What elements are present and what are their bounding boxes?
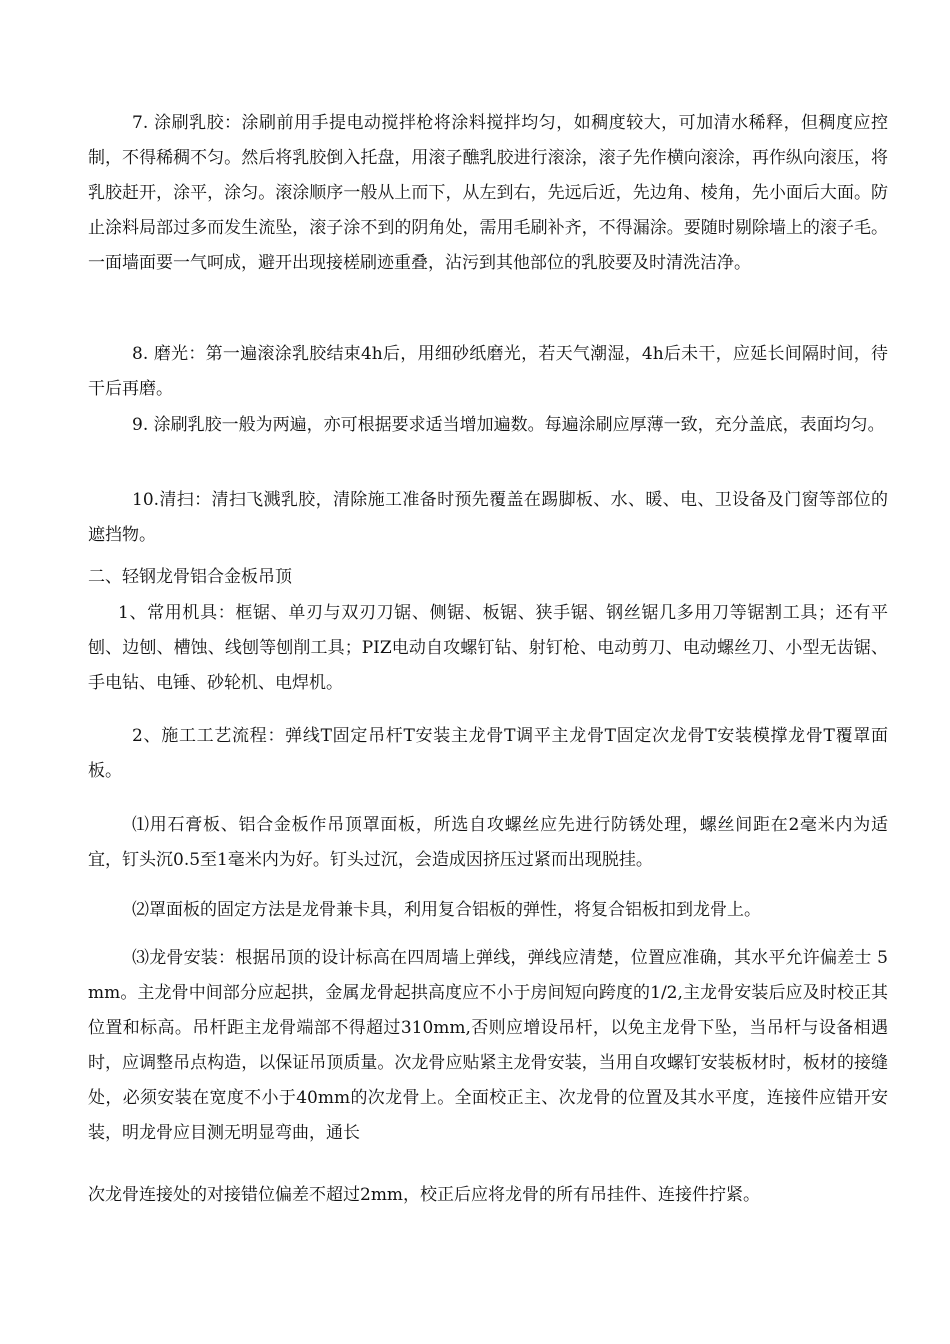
paragraph-item-2: ⑵罩面板的固定方法是龙骨兼卡具，利用复合铝板的弹性，将复合铝板扣到龙骨上。 — [132, 900, 761, 920]
paragraph-process-flow: 2、施工工艺流程：弹线T固定吊杆T安装主龙骨T调平主龙骨T固定次龙骨T安装模撑龙骨T覆罩面板。 — [88, 726, 888, 781]
paragraph-9-coats: 9. 涂刷乳胶一般为两遍，亦可根据要求适当增加遍数。每遍涂刷应厚薄一致，充分盖底，表面均匀。 — [132, 415, 885, 435]
paragraph-item-3-continued: 次龙骨连接处的对接错位偏差不超过2mm，校正后应将龙骨的所有吊挂件、连接件拧紧。 — [88, 1185, 761, 1205]
paragraph-7-latex-painting: 7. 涂刷乳胶：涂刷前用手提电动搅拌枪将涂料搅拌均匀，如稠度较大，可加清水稀释，但稠度应控制，不得稀稠不匀。然后将乳胶倒入托盘，用滚子醮乳胶进行滚涂，滚子先作横向滚涂，再作纵向滚压，将乳胶赶开，涂平，涂匀。滚涂顺序一般从上而下，从左到右，先远后近，先边角、棱角，先小面后大面。防止涂料局部过多而发生流坠，滚子涂不到的阴角处，需用毛刷补齐，不得漏涂。要随时剔除墙上的滚子毛。一面墙面要一气呵成，避开出现接槎刷迹重叠，沾污到其他部位的乳胶要及时清洗洁净。 — [88, 113, 888, 273]
paragraph-8-sanding: 8. 磨光：第一遍滚涂乳胶结束4h后，用细砂纸磨光，若天气潮湿，4h后未干，应延长间隔时间，待干后再磨。 — [88, 344, 888, 399]
paragraph-item-1: ⑴用石膏板、铝合金板作吊顶罩面板，所选自攻螺丝应先进行防锈处理，螺丝间距在2毫米内为适宜，钉头沉0.5至1毫米内为好。钉头过沉，会造成因挤压过紧而出现脱挂。 — [88, 815, 888, 870]
paragraph-10-cleanup: 10.清扫：清扫飞溅乳胶，清除施工准备时预先覆盖在踢脚板、水、暖、电、卫设备及门窗等部位的遮挡物。 — [88, 490, 888, 545]
paragraph-common-tools: 1、常用机具：框锯、单刃与双刃刀锯、侧锯、板锯、狭手锯、钢丝锯几多用刀等锯割工具；还有平刨、边刨、槽蚀、线刨等刨削工具；PIZ电动自攻螺钉钻、射钉枪、电动剪刀、电动螺丝刀、小型无齿锯、手电钻、电锤、砂轮机、电焊机。 — [88, 603, 888, 693]
paragraph-item-3: ⑶龙骨安装：根据吊顶的设计标高在四周墙上弹线，弹线应清楚，位置应准确，其水平允许偏差士 5mm。主龙骨中间部分应起拱，金属龙骨起拱高度应不小于房间短向跨度的1/2,主龙骨安装后应及时校正其位置和标高。吊杆距主龙骨端部不得超过310mm,否则应增设吊杆，以免主龙骨下坠，当吊杆与设备相遇时，应调整吊点构造，以保证吊顶质量。次龙骨应贴紧主龙骨安装，当用自攻螺钉安装板材时，板材的接缝处，必须安装在宽度不小于40mm的次龙骨上。全面校正主、次龙骨的位置及其水平度，连接件应错开安装，明龙骨应目测无明显弯曲，通长 — [88, 948, 888, 1143]
section-heading: 二、轻钢龙骨铝合金板吊顶 — [88, 567, 292, 587]
